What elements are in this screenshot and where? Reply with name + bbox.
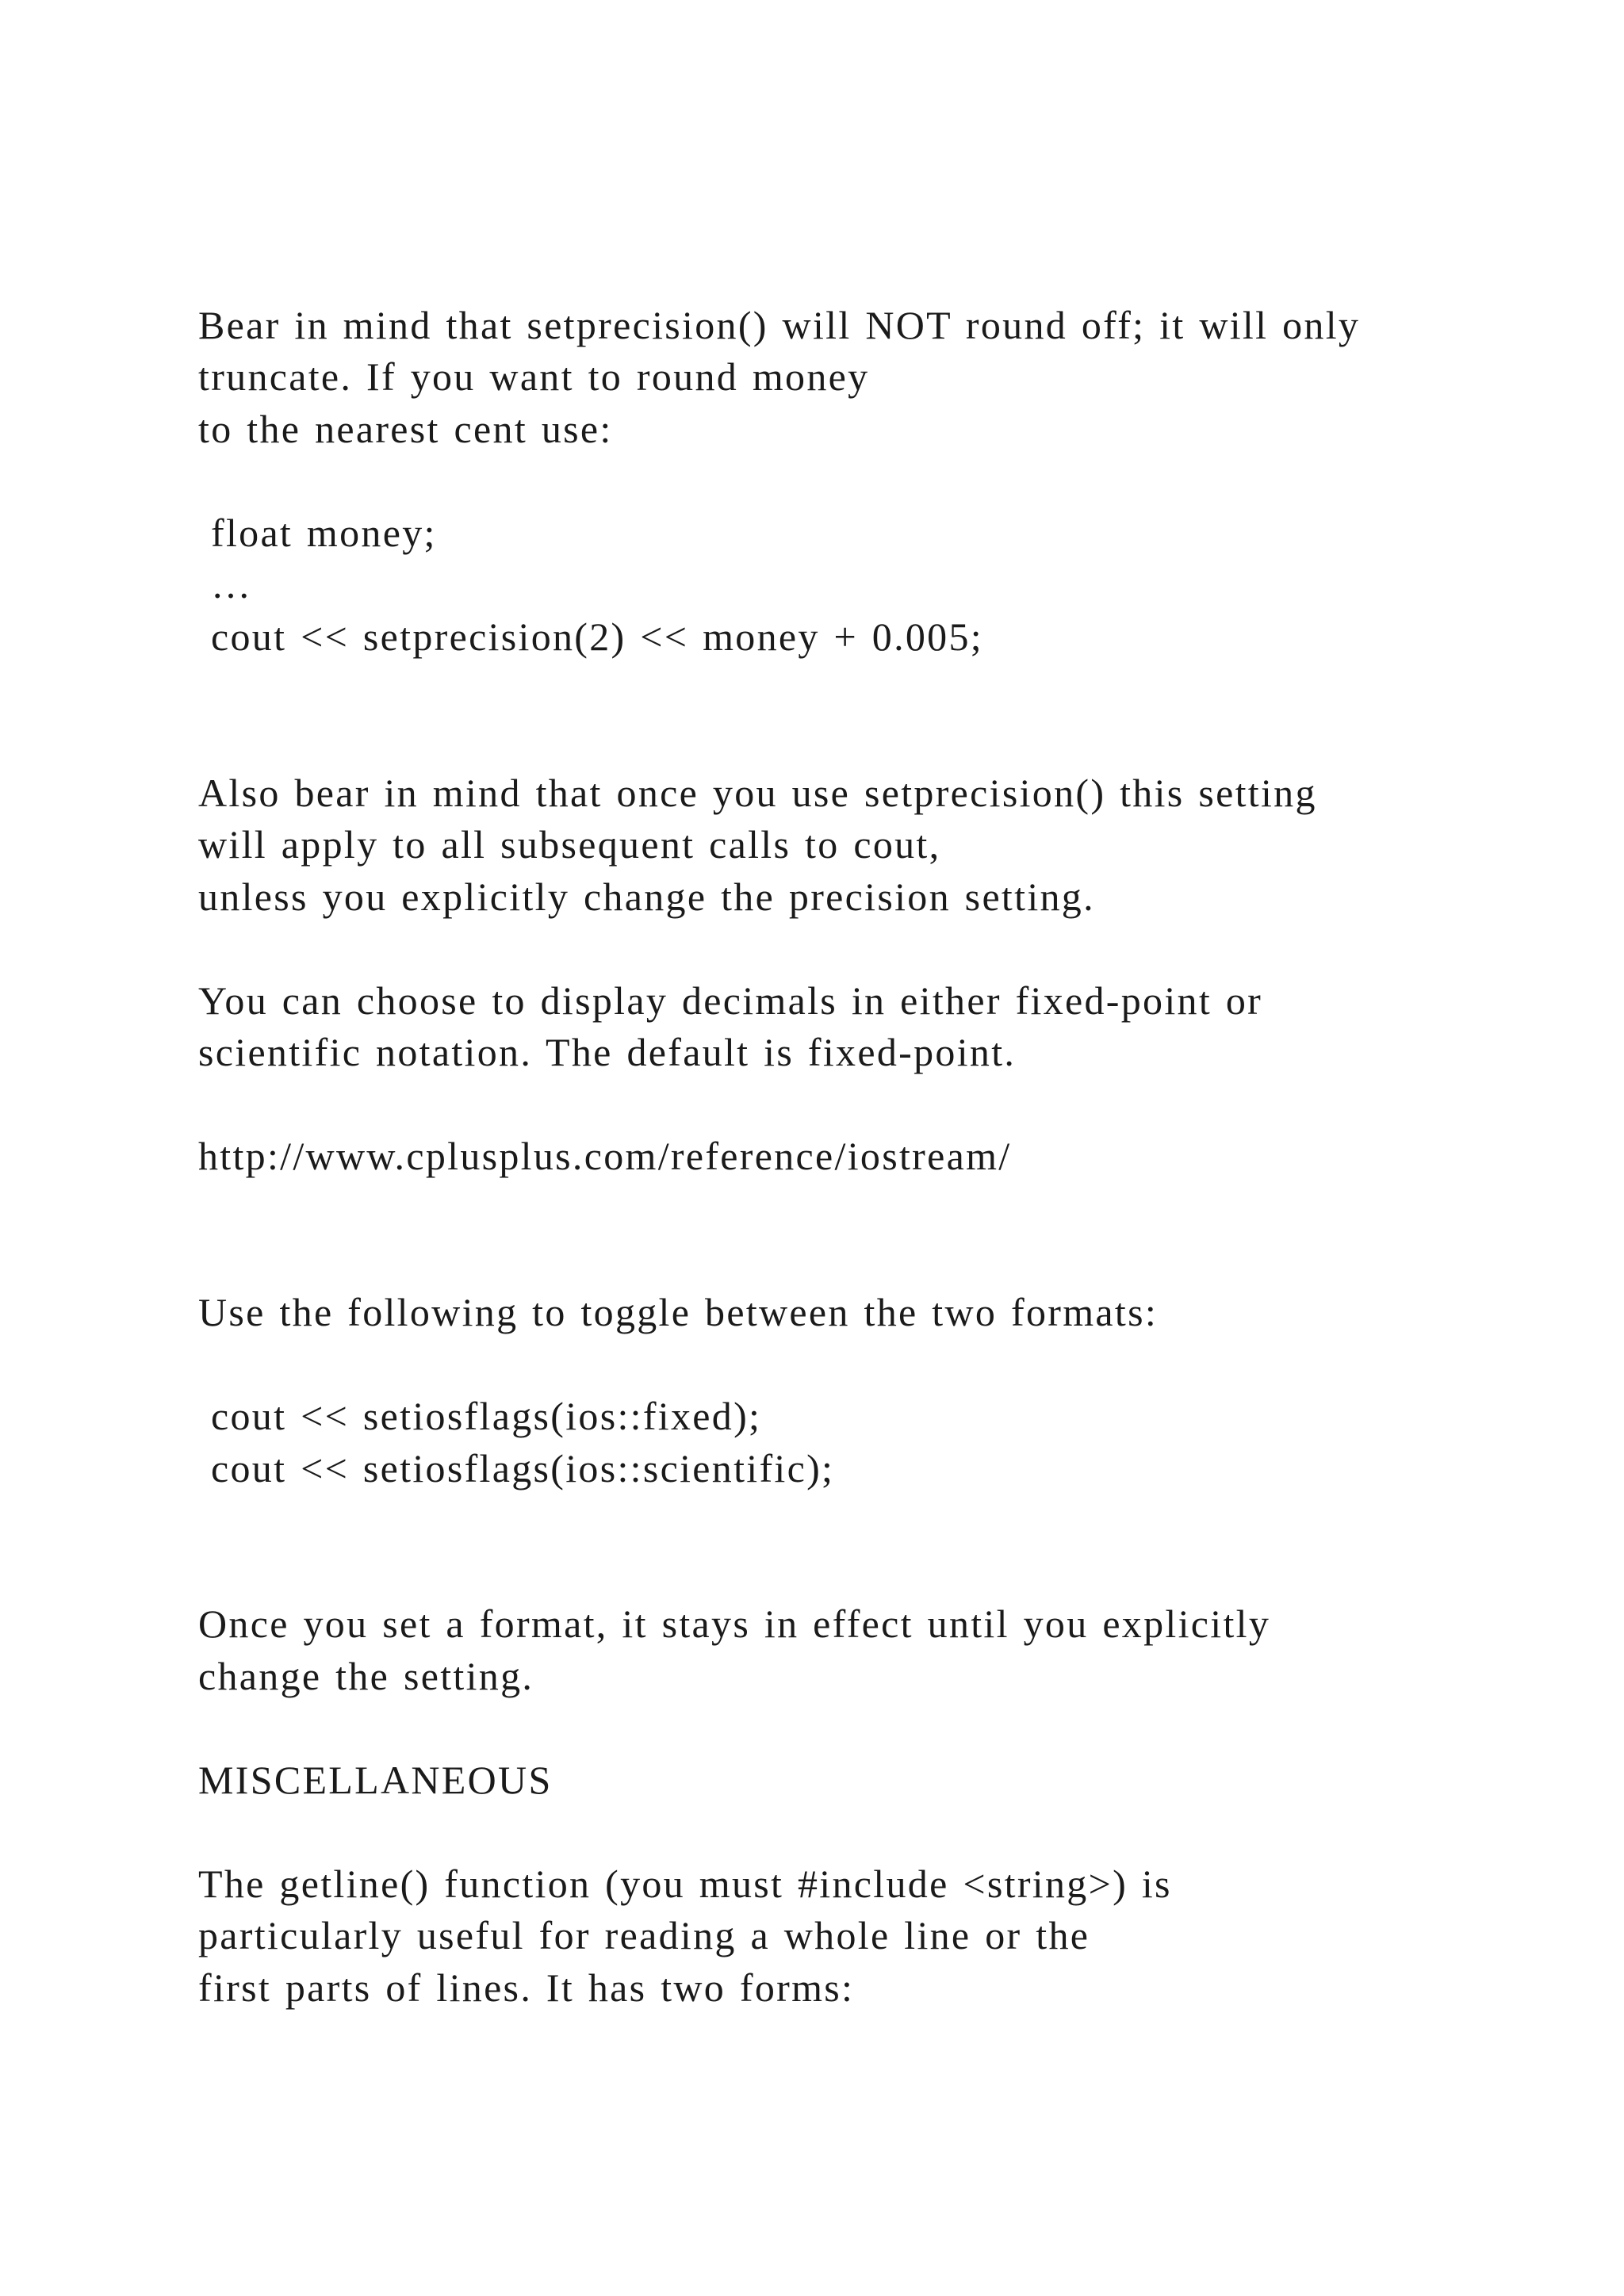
code-cout-setprecision: cout << setprecision(2) << money + 0.005;: [211, 614, 983, 659]
paragraph-notation-line-1: You can choose to display decimals in either fixed-point or: [198, 978, 1263, 1023]
paragraph-subsequent-line-3: unless you explicitly change the precision setting.: [198, 874, 1095, 919]
code-ellipsis: …: [211, 562, 253, 607]
paragraph-format-effect-line-2: change the setting.: [198, 1654, 534, 1698]
paragraph-setprecision-line-2: truncate. If you want to round money: [198, 354, 870, 399]
paragraph-setprecision-line-3: to the nearest cent use:: [198, 407, 613, 451]
code-setiosflags-fixed: cout << setiosflags(ios::fixed);: [211, 1394, 762, 1438]
paragraph-setprecision-line-1: Bear in mind that setprecision() will NOT round off; it will only: [198, 303, 1361, 347]
paragraph-subsequent-line-1: Also bear in mind that once you use setprecision() this setting: [198, 771, 1317, 815]
code-float-money: float money;: [211, 511, 437, 555]
paragraph-toggle: Use the following to toggle between the two formats:: [198, 1290, 1159, 1334]
paragraph-getline-line-3: first parts of lines. It has two forms:: [198, 1965, 855, 2010]
reference-url: http://www.cplusplus.com/reference/iostream/: [198, 1134, 1012, 1178]
paragraph-notation-line-2: scientific notation. The default is fixed-point.: [198, 1030, 1017, 1074]
paragraph-getline-line-1: The getline() function (you must #include <string>) is: [198, 1862, 1172, 1906]
section-heading-miscellaneous: MISCELLANEOUS: [198, 1758, 553, 1802]
paragraph-getline-line-2: particularly useful for reading a whole line or the: [198, 1913, 1090, 1957]
code-setiosflags-scientific: cout << setiosflags(ios::scientific);: [211, 1446, 835, 1490]
paragraph-format-effect-line-1: Once you set a format, it stays in effect until you explicitly: [198, 1601, 1271, 1646]
paragraph-subsequent-line-2: will apply to all subsequent calls to cout,: [198, 822, 941, 867]
